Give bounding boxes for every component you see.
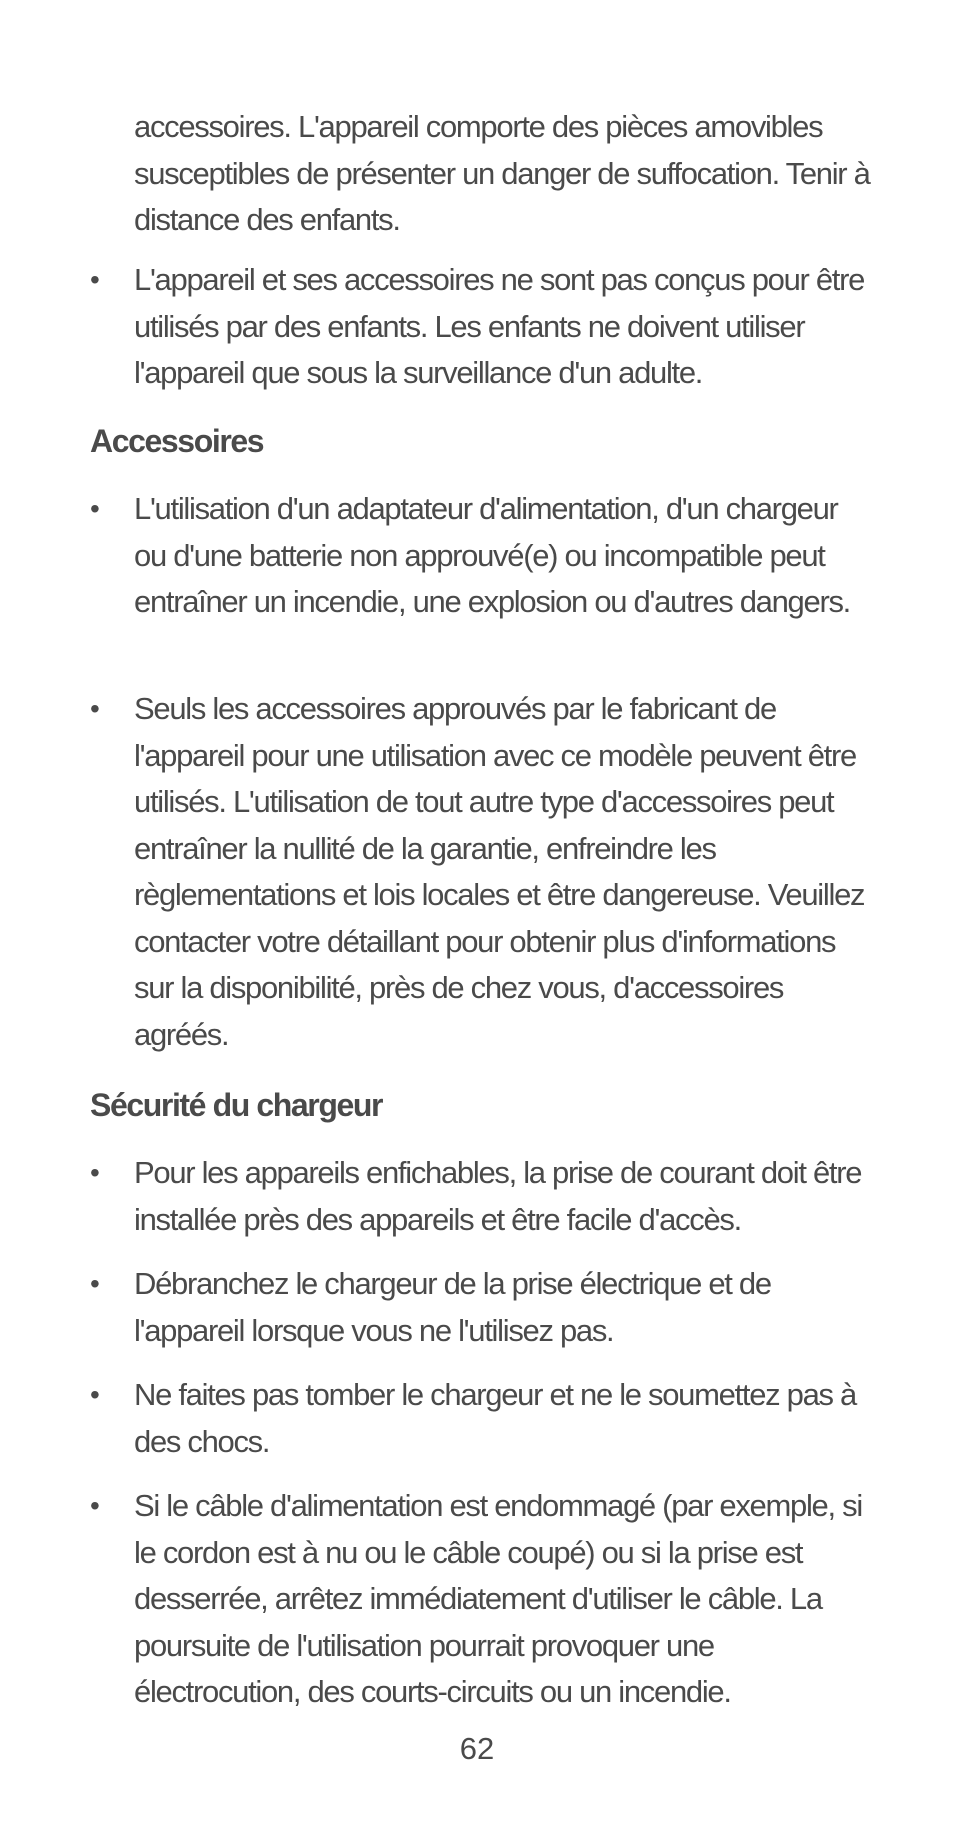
bullet-icon: • xyxy=(90,1157,100,1188)
bullet-icon: • xyxy=(90,1490,100,1521)
bullet-icon: • xyxy=(90,1268,100,1299)
accessories-item-1: L'utilisation d'un adaptateur d'alimentation, d'un chargeur ou d'une batterie non approuvé(e) ou incompatible peut entraîner un incendie, une explosion ou d'autres dangers. xyxy=(134,491,850,619)
charger-item-4: Si le câble d'alimentation est endommagé (par exemple, si le cordon est à nu ou le câble coupé) ou si la prise est desserrée, arrêtez immédiatement d'utiliser le câble. La poursuite de l'utilisation pourrait provoquer une électrocution, des courts-circuits ou un incendie. xyxy=(134,1488,862,1709)
bullet-icon: • xyxy=(90,1379,100,1410)
section-heading-accessories: Accessoires xyxy=(90,423,264,459)
intro-continued-text: accessoires. L'appareil comporte des pièces amovibles susceptibles de présenter un danger de suffocation. Tenir à distance des enfants. xyxy=(134,109,870,237)
charger-item-3: Ne faites pas tomber le chargeur et ne le soumettez pas à des chocs. xyxy=(134,1377,857,1459)
bullet-icon: • xyxy=(90,493,100,524)
page-number: 62 xyxy=(459,1731,495,1766)
accessories-item-2: Seuls les accessoires approuvés par le fabricant de l'appareil pour une utilisation avec ce modèle peuvent être utilisés. L'utilisation de tout autre type d'accessoires peut entraîner la nullité de la garantie, enfreindre les règlementations et lois locales et être dangereuse. Veuillez contacter votre détaillant pour obtenir plus d'informations sur la disponibilité, près de chez vous, d'accessoires agréés. xyxy=(134,691,865,1052)
bullet-icon: • xyxy=(90,693,100,724)
bullet-children-text: L'appareil et ses accessoires ne sont pas conçus pour être utilisés par des enfants. Les enfants ne doivent utiliser l'appareil que sous la surveillance d'un adulte. xyxy=(134,262,865,390)
charger-item-1: Pour les appareils enfichables, la prise de courant doit être installée près des appareils et être facile d'accès. xyxy=(134,1155,862,1237)
charger-item-2: Débranchez le chargeur de la prise électrique et de l'appareil lorsque vous ne l'utilisez pas. xyxy=(134,1266,771,1348)
bullet-icon: • xyxy=(90,264,100,295)
section-heading-charger: Sécurité du chargeur xyxy=(90,1087,383,1123)
